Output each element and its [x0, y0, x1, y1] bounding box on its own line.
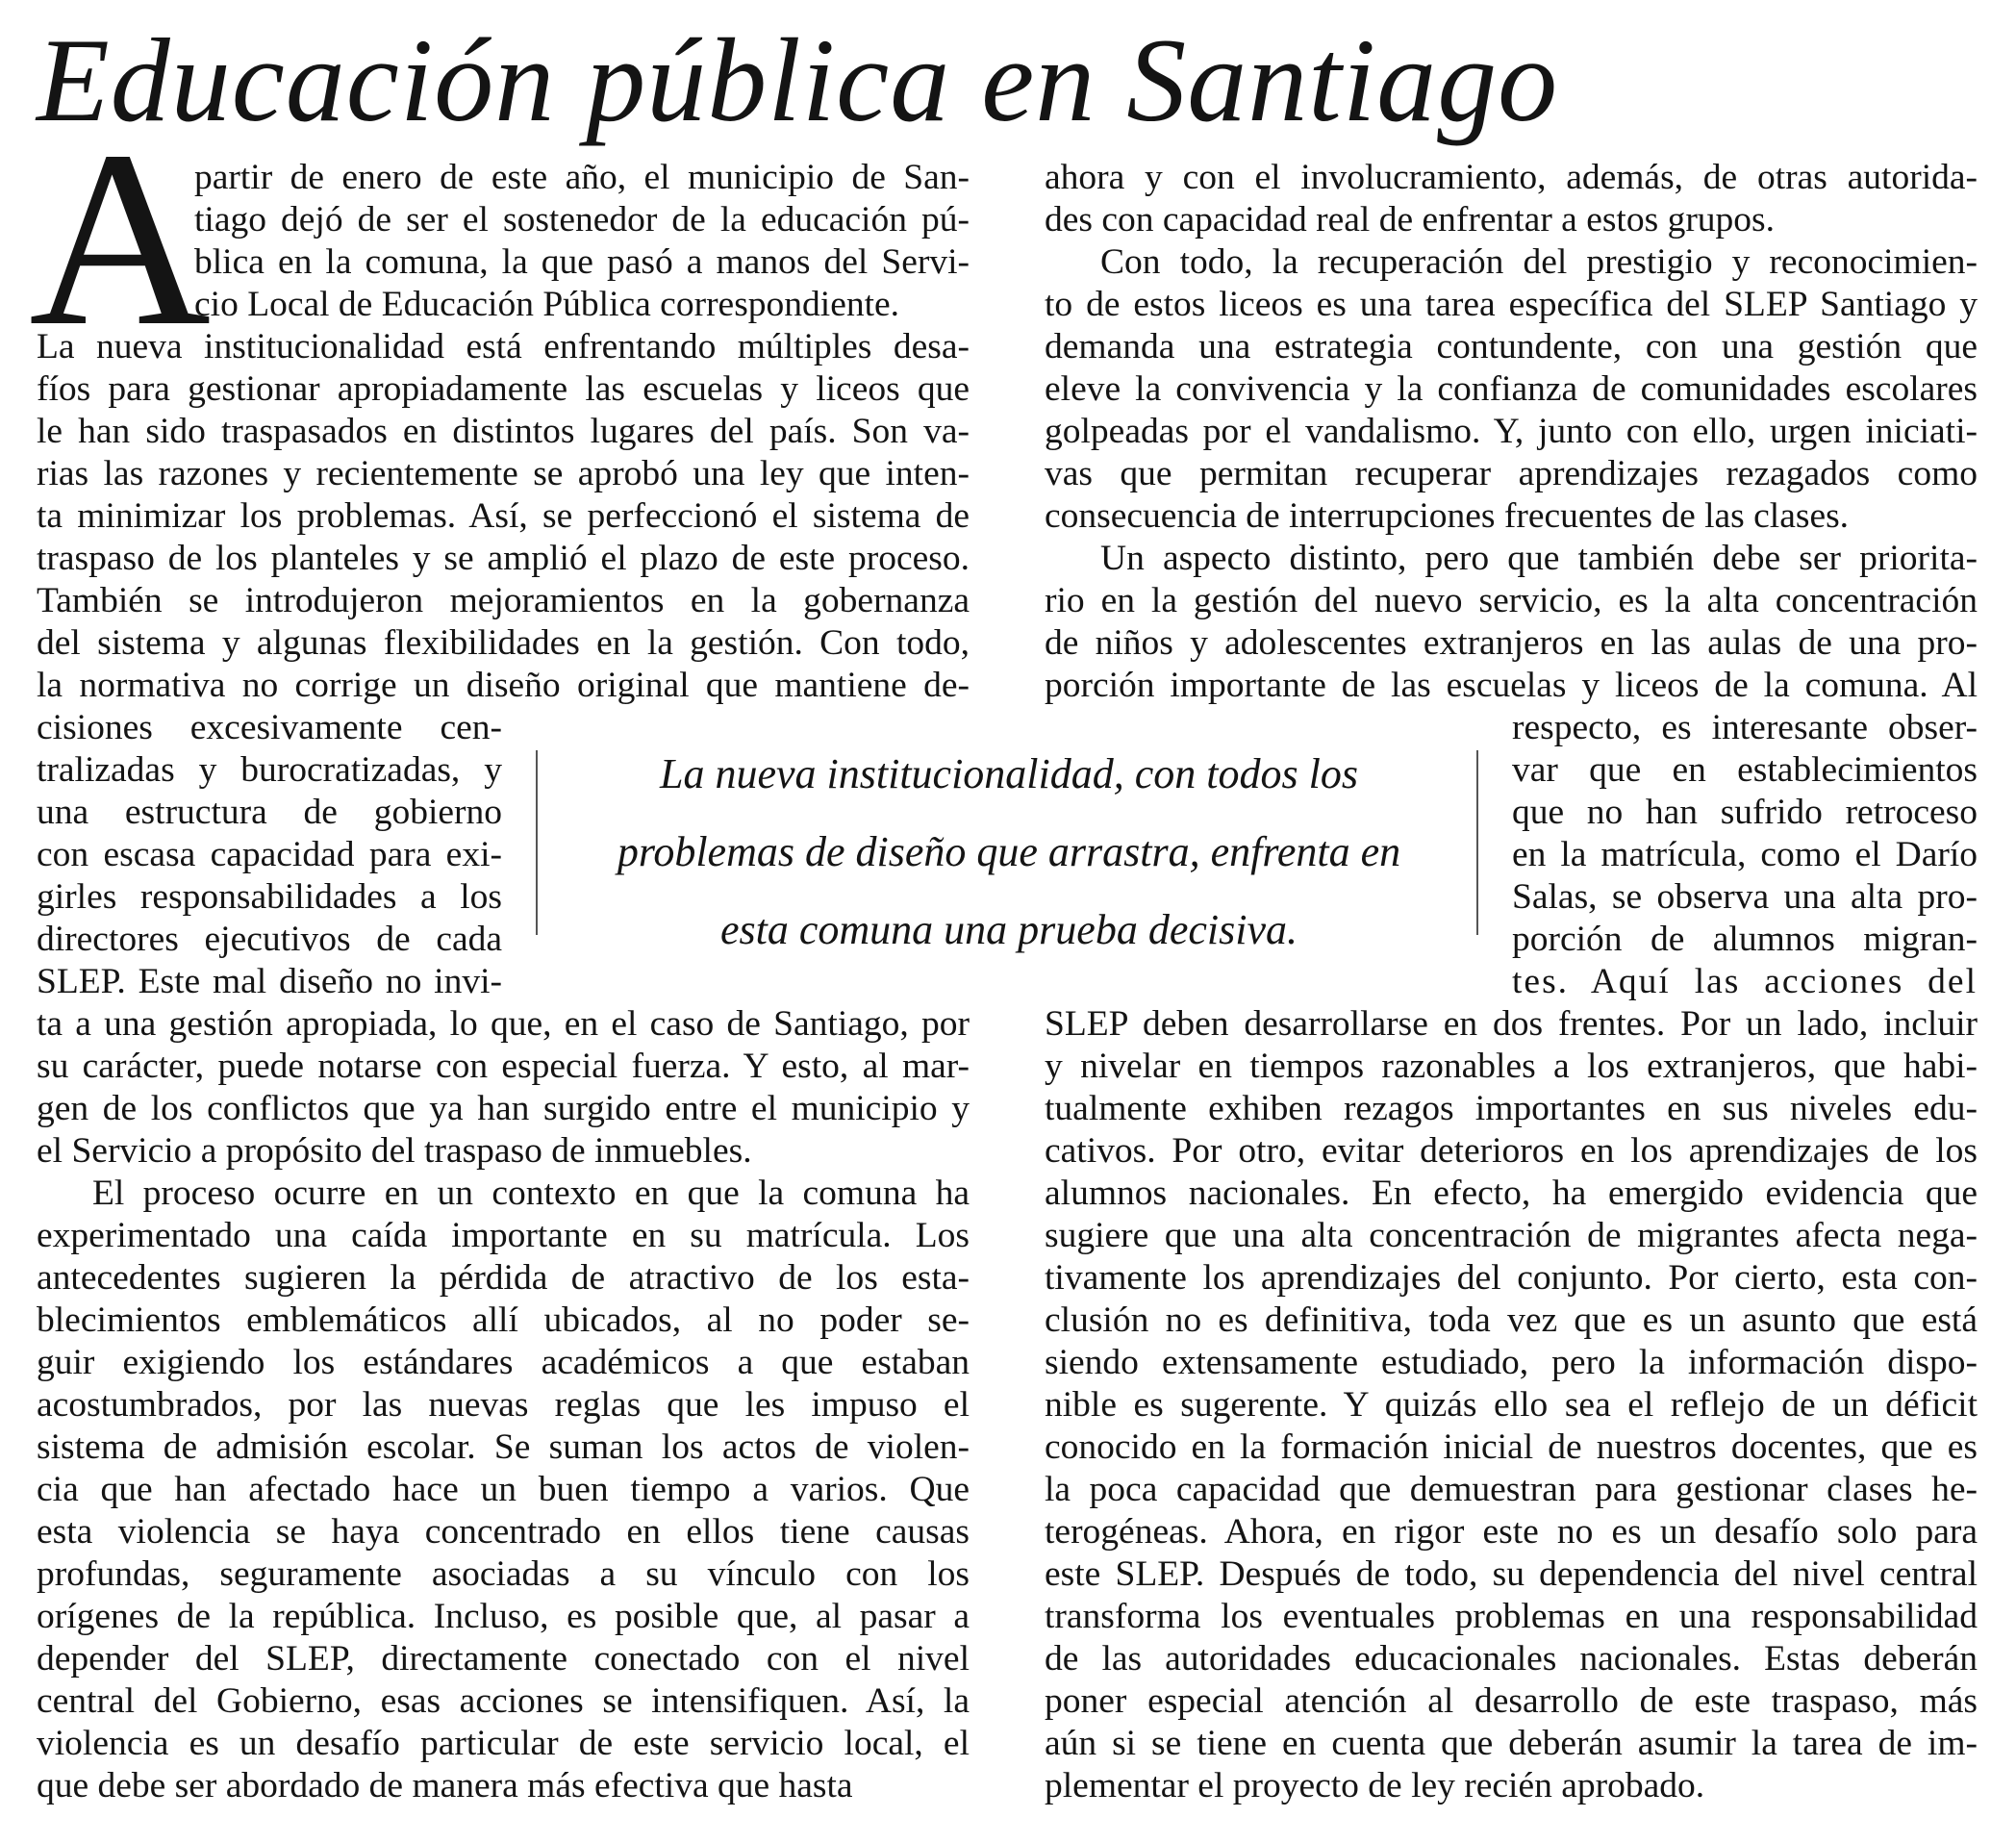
- left-column-line: violencia es un desafío particular de este servicio local, el: [37, 1724, 970, 1763]
- right-column-line: Un aspecto distinto, pero que también debe ser priorita-: [1100, 539, 1978, 578]
- left-column-line: orígenes de la república. Incluso, es posible que, al pasar a: [37, 1597, 970, 1636]
- left-column-line: antecedentes sugieren la pérdida de atractivo de los esta-: [37, 1258, 970, 1298]
- left-column-line: central del Gobierno, esas acciones se intensifiquen. Así, la: [37, 1681, 970, 1721]
- left-column-line: gen de los conflictos que ya han surgido entre el municipio y: [37, 1089, 970, 1128]
- right-column-line: Con todo, la recuperación del prestigio y reconocimien-: [1100, 242, 1978, 282]
- left-column-line: tiago dejó de ser el sostenedor de la educación pú-: [194, 200, 970, 240]
- right-column-line: nible es sugerente. Y quizás ello sea el reflejo de un déficit: [1045, 1385, 1978, 1425]
- right-column-line: conocido en la formación inicial de nuestros docentes, que es: [1045, 1427, 1978, 1467]
- right-column-line: des con capacidad real de enfrentar a estos grupos.: [1045, 200, 1776, 240]
- right-column-line: SLEP deben desarrollarse en dos frentes. Por un lado, incluir: [1045, 1004, 1978, 1044]
- right-column-line: porción de alumnos migran-: [1512, 920, 1978, 959]
- left-column-line: ta minimizar los problemas. Así, se perfeccionó el sistema de: [37, 496, 970, 536]
- left-column-line: partir de enero de este año, el municipio de San-: [194, 158, 970, 197]
- right-column-line: tes. Aquí las acciones del: [1512, 962, 1978, 1001]
- left-column-line: blica en la comuna, la que pasó a manos del Servi-: [194, 242, 970, 282]
- right-column-line: plementar el proyecto de ley recién aprobado.: [1045, 1766, 1705, 1805]
- right-column-line: sugiere que una alta concentración de migrantes afecta nega-: [1045, 1216, 1978, 1255]
- left-column-line: con escasa capacidad para exi-: [37, 835, 502, 874]
- left-column-line: traspaso de los planteles y se amplió el plazo de este proceso.: [37, 539, 970, 578]
- right-column-line: tivamente los aprendizajes del conjunto. Por cierto, esta con-: [1045, 1258, 1978, 1298]
- right-column-line: vas que permitan recuperar aprendizajes rezagados como: [1045, 454, 1978, 493]
- right-column-line: este SLEP. Después de todo, su dependencia del nivel central: [1045, 1554, 1978, 1594]
- right-column-line: en la matrícula, como el Darío: [1512, 835, 1978, 874]
- right-column-line: var que en establecimientos: [1512, 750, 1978, 790]
- right-column-line: terogéneas. Ahora, en rigor este no es un desafío solo para: [1045, 1512, 1978, 1552]
- right-column-line: siendo extensamente estudiado, pero la información dispo-: [1045, 1343, 1978, 1382]
- right-column-line: respecto, es interesante obser-: [1512, 708, 1978, 747]
- right-column-line: alumnos nacionales. En efecto, ha emergido evidencia que: [1045, 1174, 1978, 1213]
- right-column-line: tualmente exhiben rezagos importantes en sus niveles edu-: [1045, 1089, 1978, 1128]
- pull-quote-rule-right: [1476, 750, 1478, 935]
- left-column-line: cia que han afectado hace un buen tiempo a varios. Que: [37, 1470, 970, 1509]
- left-column-line: profundas, seguramente asociadas a su vínculo con los: [37, 1554, 970, 1594]
- left-column-line: acostumbrados, por las nuevas reglas que les impuso el: [37, 1385, 970, 1425]
- left-column-line: el Servicio a propósito del traspaso de inmuebles.: [37, 1131, 752, 1171]
- right-column-line: rio en la gestión del nuevo servicio, es la alta concentración: [1045, 581, 1978, 620]
- left-column-line: girles responsabilidades a los: [37, 877, 502, 917]
- left-column-line: cisiones excesivamente cen-: [37, 708, 502, 747]
- pull-quote-line: esta comuna una prueba decisiva.: [720, 906, 1298, 953]
- left-column-line: guir exigiendo los estándares académicos a que estaban: [37, 1343, 970, 1382]
- left-column-line: fíos para gestionar apropiadamente las escuelas y liceos que: [37, 369, 970, 409]
- left-column-line: que debe ser abordado de manera más efectiva que hasta: [37, 1766, 853, 1805]
- left-column-line: sistema de admisión escolar. Se suman los actos de violen-: [37, 1427, 970, 1467]
- right-column-line: ahora y con el involucramiento, además, de otras autorida-: [1045, 158, 1978, 197]
- right-column-line: aún si se tiene en cuenta que deberán asumir la tarea de im-: [1045, 1724, 1978, 1763]
- pull-quote-rule-left: [536, 750, 538, 935]
- right-column-line: to de estos liceos es una tarea específica del SLEP Santiago y: [1045, 285, 1978, 324]
- left-column-line: le han sido traspasados en distintos lugares del país. Son va-: [37, 412, 970, 451]
- right-column-line: Salas, se observa una alta pro-: [1512, 877, 1978, 917]
- left-column-line: El proceso ocurre en un contexto en que la comuna ha: [92, 1174, 970, 1213]
- left-column-line: La nueva institucionalidad está enfrentando múltiples desa-: [37, 327, 970, 366]
- left-column-line: una estructura de gobierno: [37, 793, 502, 832]
- pull-quote-line: La nueva institucionalidad, con todos los: [660, 750, 1358, 797]
- right-column-line: porción importante de las escuelas y liceos de la comuna. Al: [1045, 666, 1978, 705]
- left-column-line: experimentado una caída importante en su matrícula. Los: [37, 1216, 970, 1255]
- right-column-line: de niños y adolescentes extranjeros en las aulas de una pro-: [1045, 623, 1978, 663]
- drop-cap: A: [29, 99, 212, 378]
- right-column-line: de las autoridades educacionales nacionales. Estas deberán: [1045, 1639, 1978, 1679]
- left-column-line: su carácter, puede notarse con especial fuerza. Y esto, al mar-: [37, 1047, 970, 1086]
- right-column-line: clusión no es definitiva, toda vez que es un asunto que está: [1045, 1300, 1978, 1340]
- left-column-line: SLEP. Este mal diseño no invi-: [37, 962, 502, 1001]
- right-column-line: demanda una estrategia contundente, con una gestión que: [1045, 327, 1978, 366]
- right-column-line: golpeadas por el vandalismo. Y, junto con ello, urgen iniciati-: [1045, 412, 1978, 451]
- right-column-line: la poca capacidad que demuestran para gestionar clases he-: [1045, 1470, 1978, 1509]
- left-column-line: depender del SLEP, directamente conectado con el nivel: [37, 1639, 970, 1679]
- pull-quote-line: problemas de diseño que arrastra, enfrenta en: [617, 828, 1401, 875]
- left-column-line: esta violencia se haya concentrado en ellos tiene causas: [37, 1512, 970, 1552]
- left-column-line: cio Local de Educación Pública correspondiente.: [194, 285, 900, 324]
- right-column-line: transforma los eventuales problemas en una responsabilidad: [1045, 1597, 1978, 1636]
- left-column-line: del sistema y algunas flexibilidades en la gestión. Con todo,: [37, 623, 970, 663]
- left-column-line: blecimientos emblemáticos allí ubicados, al no poder se-: [37, 1300, 970, 1340]
- left-column-line: También se introdujeron mejoramientos en la gobernanza: [37, 581, 970, 620]
- right-column-line: consecuencia de interrupciones frecuentes de las clases.: [1045, 496, 1850, 536]
- right-column-line: cativos. Por otro, evitar deterioros en los aprendizajes de los: [1045, 1131, 1978, 1171]
- right-column-line: eleve la convivencia y la confianza de comunidades escolares: [1045, 369, 1978, 409]
- left-column-line: rias las razones y recientemente se aprobó una ley que inten-: [37, 454, 970, 493]
- right-column-line: que no han sufrido retroceso: [1512, 793, 1978, 832]
- right-column-line: poner especial atención al desarrollo de este traspaso, más: [1045, 1681, 1978, 1721]
- left-column-line: directores ejecutivos de cada: [37, 920, 502, 959]
- headline: Educación pública en Santiago: [37, 14, 1559, 146]
- left-column-line: ta a una gestión apropiada, lo que, en el caso de Santiago, por: [37, 1004, 970, 1044]
- left-column-line: tralizadas y burocratizadas, y: [37, 750, 502, 790]
- right-column-line: y nivelar en tiempos razonables a los extranjeros, que habi-: [1045, 1047, 1978, 1086]
- left-column-line: la normativa no corrige un diseño original que mantiene de-: [37, 666, 970, 705]
